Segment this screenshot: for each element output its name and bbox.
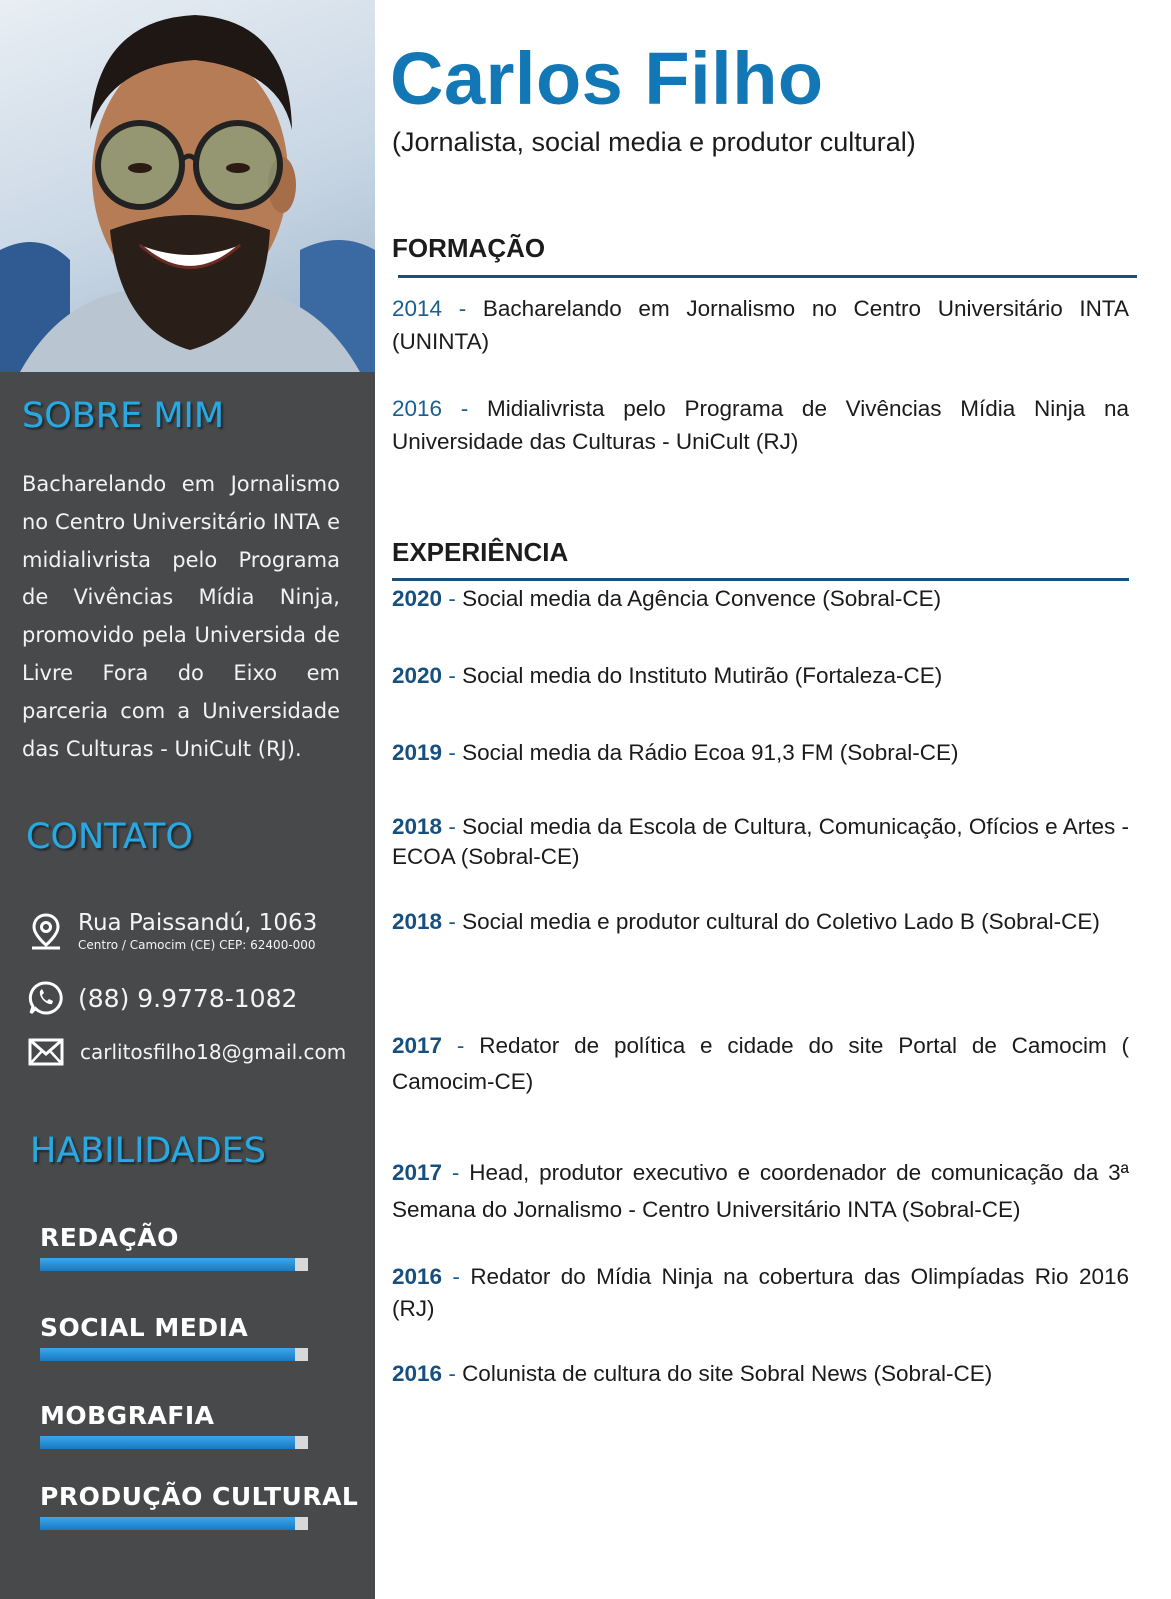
entry-text: Colunista de cultura do site Sobral News (Sobral-CE) [462, 1361, 993, 1386]
skill-bar-fill [40, 1517, 295, 1530]
entry-year: 2019 [392, 740, 443, 765]
profile-photo [0, 0, 375, 372]
skill-item [40, 1482, 360, 1530]
envelope-icon [26, 1032, 66, 1072]
location-pin-icon [26, 911, 66, 951]
about-heading: SOBRE MIM [22, 396, 225, 436]
entry-year: 2018 [392, 814, 443, 839]
entry-year: 2018 [392, 909, 443, 934]
entry-separator: - [442, 1033, 480, 1058]
entry-text: Social media e produtor cultural do Coletivo Lado B (Sobral-CE) [462, 909, 1100, 934]
entry-text: Social media da Agência Convence (Sobral-CE) [462, 586, 942, 611]
experience-entry [392, 904, 1129, 940]
skill-bar [40, 1436, 308, 1449]
whatsapp-icon [26, 978, 66, 1018]
entry-separator: - [442, 1264, 471, 1289]
entry-text: Redator do Mídia Ninja na cobertura das Olimpíadas Rio 2016 (RJ) [392, 1264, 1129, 1321]
entry-year: 2017 [392, 1033, 443, 1058]
experience-entry [392, 1357, 1129, 1390]
entry-separator: - [442, 586, 463, 611]
skill-label: REDAÇÃO [40, 1223, 179, 1252]
entry-separator: - [442, 1160, 470, 1185]
experience-entry [392, 736, 1129, 769]
education-divider [398, 275, 1137, 278]
profile-photo-illustration [0, 0, 375, 372]
address-line2: Centro / Camocim (CE) CEP: 62400-000 [78, 938, 316, 952]
person-subtitle: (Jornalista, social media e produtor cultural) [392, 127, 916, 157]
entry-text: Redator de política e cidade do site Portal de Camocim ( Camocim-CE) [392, 1033, 1129, 1094]
entry-text: Midialivrista pelo Programa de Vivências Mídia Ninja na Universidade das Culturas - UniCult (RJ) [392, 396, 1129, 454]
experience-divider [392, 578, 1129, 581]
entry-separator: - [442, 296, 483, 321]
entry-separator: - [442, 814, 463, 839]
skill-item [40, 1223, 360, 1271]
entry-text: Head, produtor executivo e coordenador de comunicação da 3ª Semana do Jornalismo - Centro Universitário INTA (Sobral-CE) [392, 1160, 1129, 1222]
entry-separator: - [442, 396, 487, 421]
skill-bar-fill [40, 1436, 295, 1449]
experience-entry [392, 812, 1129, 872]
entry-separator: - [442, 740, 463, 765]
address-line1: Rua Paissandú, 1063 [78, 910, 318, 936]
email-address[interactable]: carlitosfilho18@gmail.com [80, 1040, 347, 1064]
skill-bar-fill [40, 1258, 295, 1271]
education-entry [392, 292, 1129, 358]
entry-year: 2016 [392, 1264, 443, 1289]
skill-bar-fill [40, 1348, 295, 1361]
entry-year: 2020 [392, 586, 443, 611]
skill-label: MOBGRAFIA [40, 1401, 215, 1430]
entry-year: 2016 [392, 1361, 443, 1386]
entry-year: 2017 [392, 1160, 443, 1185]
entry-year: 2020 [392, 663, 443, 688]
skill-bar [40, 1258, 308, 1271]
skill-bar [40, 1348, 308, 1361]
contact-heading: CONTATO [26, 817, 193, 857]
entry-separator: - [442, 1361, 463, 1386]
entry-year: 2014 [392, 296, 443, 321]
email-row [26, 1032, 346, 1072]
entry-year: 2016 [392, 396, 443, 421]
education-heading: FORMAÇÃO [392, 233, 546, 263]
entry-text: Social media da Rádio Ecoa 91,3 FM (Sobral-CE) [462, 740, 959, 765]
about-text: Bacharelando em Jornalismo no Centro Universitário INTA e midialivrista pelo Programa de Vivências Mídia Ninja, promovido pela Universida de Livre Fora do Eixo em parceria com a Universidade das Culturas - UniCult (RJ). [22, 472, 340, 761]
phone-row [26, 978, 297, 1018]
address-row [26, 910, 317, 952]
entry-text: Social media da Escola de Cultura, Comunicação, Ofícios e Artes - ECOA (Sobral-CE) [392, 814, 1129, 869]
skill-item [40, 1401, 360, 1449]
experience-entry [392, 582, 1129, 615]
experience-heading: EXPERIÊNCIA [392, 537, 569, 567]
phone-number[interactable]: (88) 9.9778-1082 [78, 983, 298, 1013]
experience-entry [392, 1154, 1129, 1228]
skill-label: SOCIAL MEDIA [40, 1313, 249, 1342]
entry-separator: - [442, 909, 463, 934]
entry-text: Bacharelando em Jornalismo no Centro Universitário INTA (UNINTA) [392, 296, 1129, 354]
skill-label: PRODUÇÃO CULTURAL [40, 1482, 359, 1511]
experience-entry [392, 659, 1129, 692]
experience-entry [392, 1261, 1129, 1325]
experience-entry [392, 1028, 1129, 1100]
entry-separator: - [442, 663, 463, 688]
skills-heading: HABILIDADES [30, 1131, 266, 1171]
education-entry [392, 392, 1129, 458]
entry-text: Social media do Instituto Mutirão (Fortaleza-CE) [462, 663, 943, 688]
skill-item [40, 1313, 360, 1361]
skill-bar [40, 1517, 308, 1530]
person-name: Carlos Filho [390, 37, 824, 120]
